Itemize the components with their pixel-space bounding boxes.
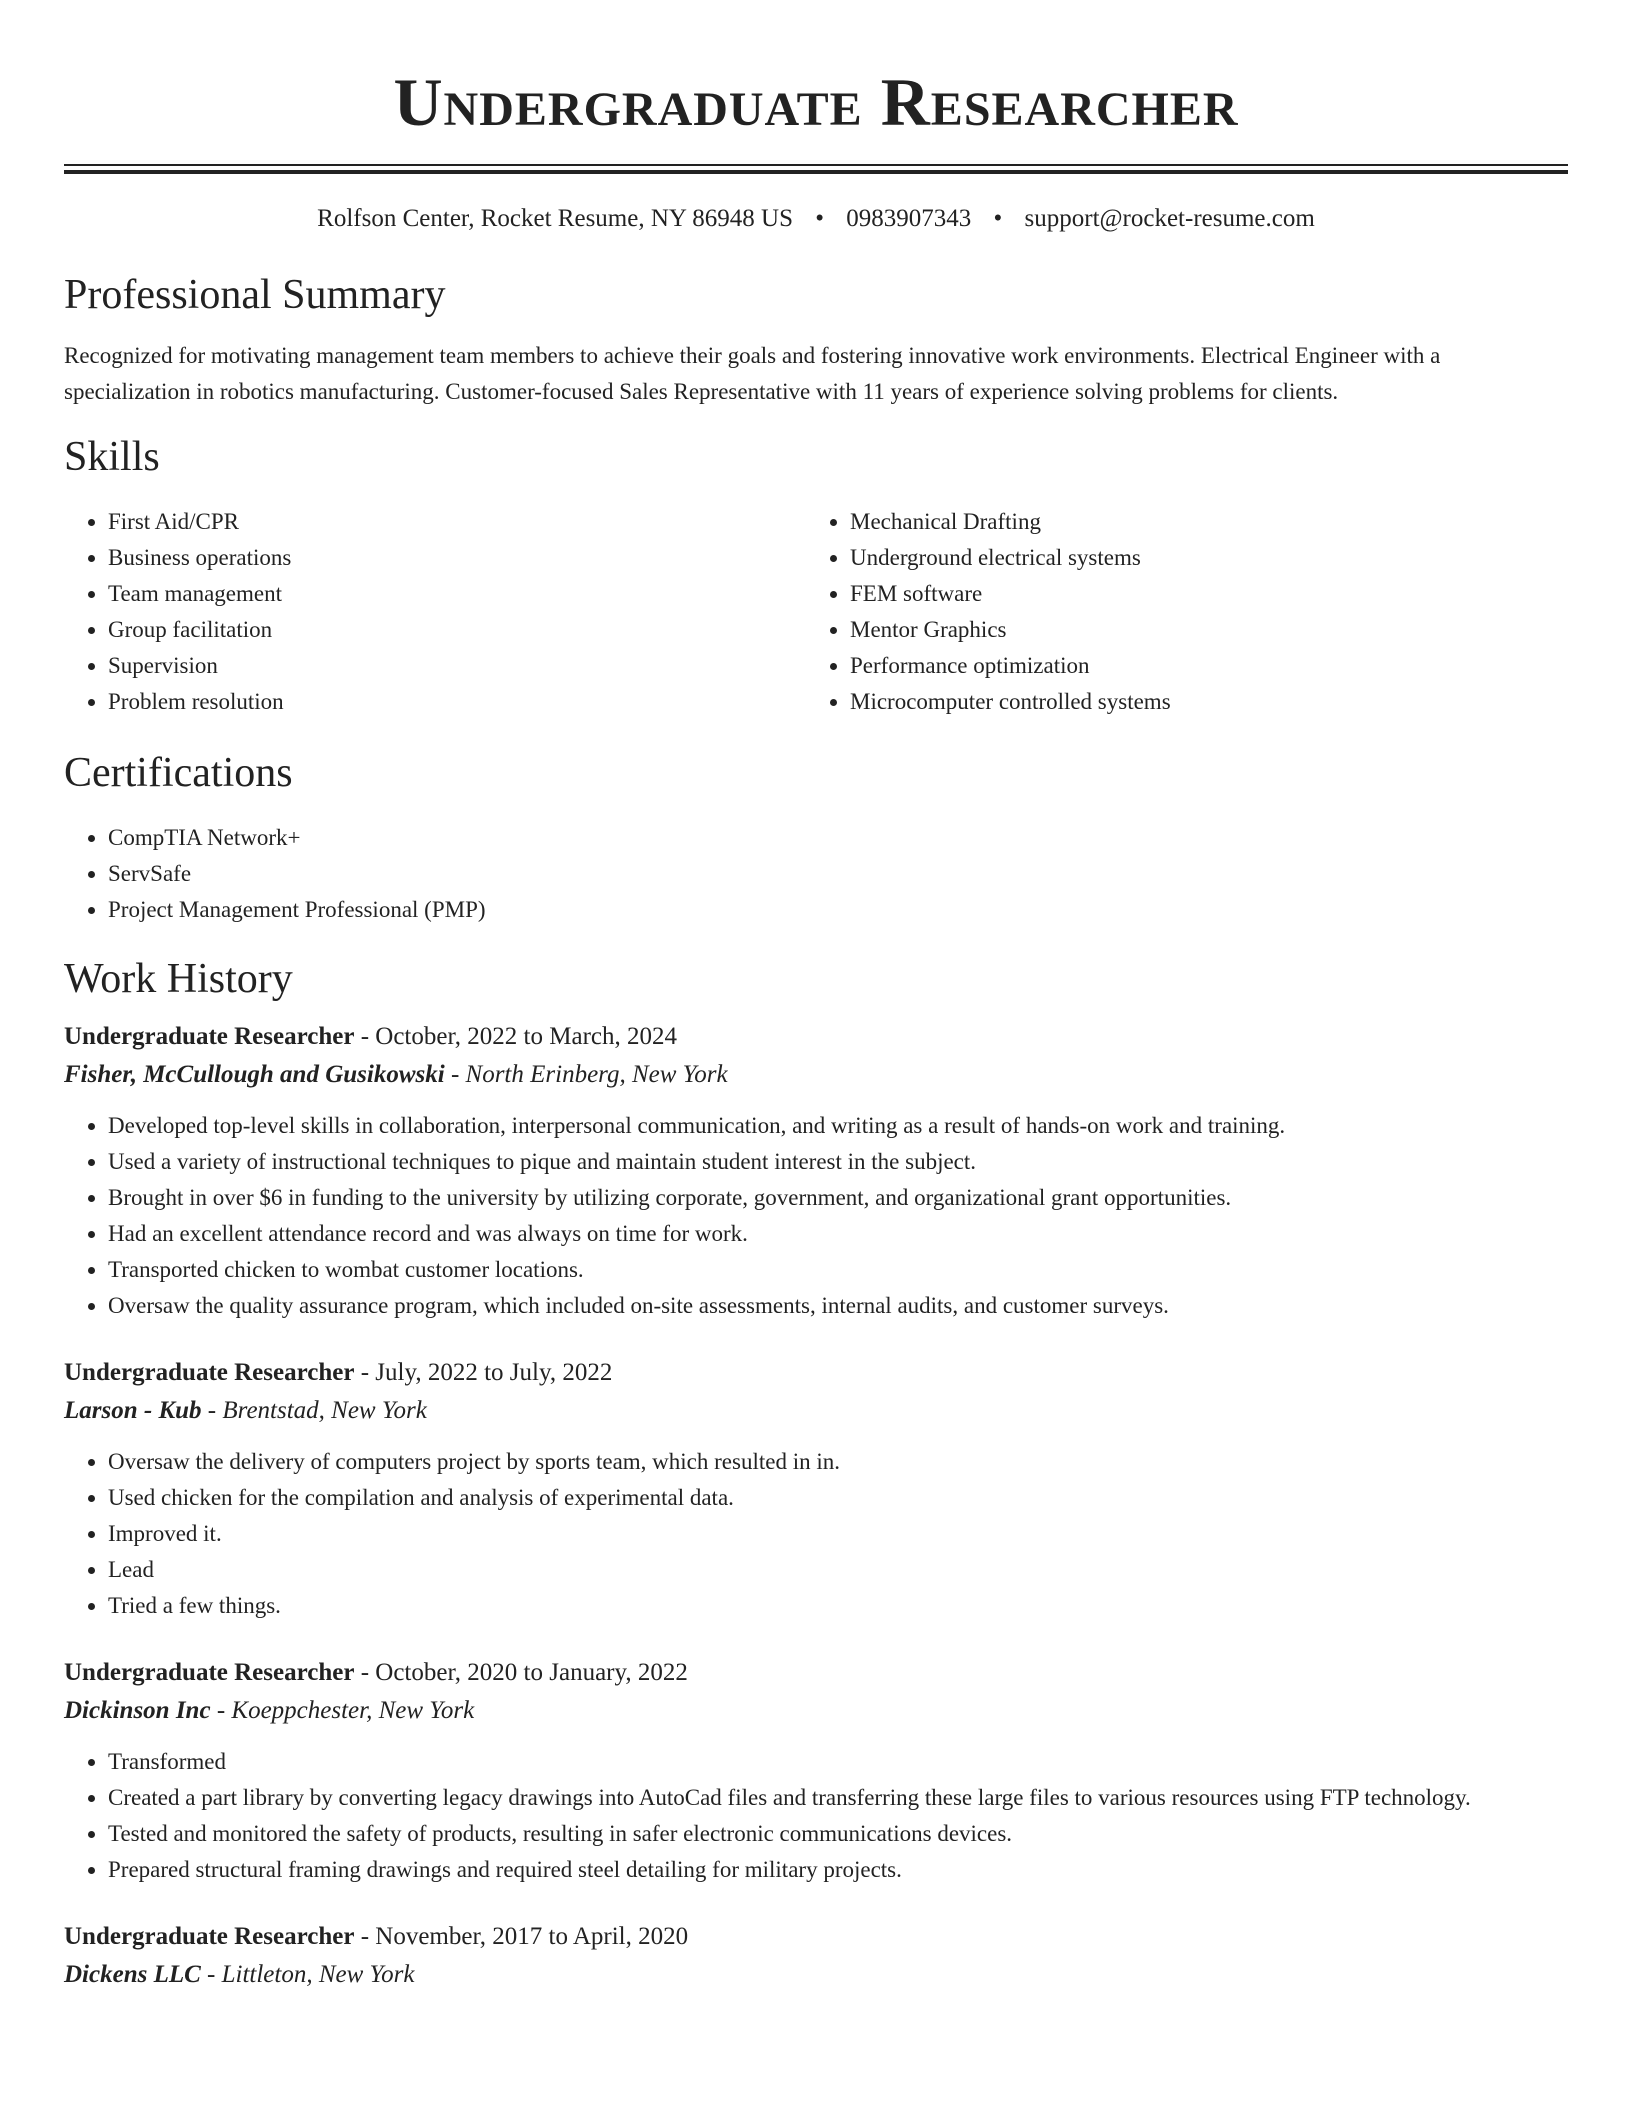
skills-column-left xyxy=(64,504,806,720)
job-dates: - October, 2020 to January, 2022 xyxy=(360,1659,688,1686)
contact-address: Rolfson Center, Rocket Resume, NY 86948 US xyxy=(317,205,793,232)
job-title-line xyxy=(64,1918,1568,1956)
job-dates: - November, 2017 to April, 2020 xyxy=(360,1923,689,1950)
resume-page xyxy=(64,0,1568,1994)
certification-item: • CompTIA Network+ xyxy=(108,820,1568,856)
summary-text: Recognized for motivating management team members to achieve their goals and fostering innovative work environments. Electrical Engineer with a specialization in robotics manufacturing. Customer-focused Sales Representative with 11 years of experience solving problems for clients. xyxy=(64,343,1441,404)
job-role: Undergraduate Researcher xyxy=(64,1359,355,1386)
skill-item: • Supervision xyxy=(108,648,806,684)
skill-item: • Mechanical Drafting xyxy=(850,504,1548,540)
certifications-heading: Certifications xyxy=(64,750,293,796)
skill-item: • Group facilitation xyxy=(108,612,806,648)
skill-item: • Microcomputer controlled systems xyxy=(850,684,1548,720)
job-company-line xyxy=(64,1392,1568,1430)
job-bullets xyxy=(64,1444,1568,1624)
job-bullet: • Had an excellent attendance record and was always on time for work. xyxy=(108,1216,1568,1252)
job-role: Undergraduate Researcher xyxy=(64,1023,355,1050)
job-bullet: • Tested and monitored the safety of products, resulting in safer electronic communications devices. xyxy=(108,1816,1568,1852)
job-company: Fisher, McCullough and Gusikowski xyxy=(64,1061,445,1088)
certification-item: • ServSafe xyxy=(108,856,1568,892)
skills-grid xyxy=(64,504,1568,720)
job-dates: - July, 2022 to July, 2022 xyxy=(360,1359,613,1386)
contact-phone: 0983907343 xyxy=(846,205,972,232)
summary-heading: Professional Summary xyxy=(64,272,446,318)
job-location: - Koeppchester, New York xyxy=(216,1697,475,1724)
job-role: Undergraduate Researcher xyxy=(64,1659,355,1686)
job-bullets xyxy=(64,1744,1568,1888)
job-role: Undergraduate Researcher xyxy=(64,1923,355,1950)
job-entry xyxy=(64,1354,1568,1624)
skills-heading: Skills xyxy=(64,434,160,480)
job-company-line xyxy=(64,1692,1568,1730)
job-entry xyxy=(64,1018,1568,1324)
job-company: Dickinson Inc xyxy=(64,1697,211,1724)
skill-item: • Team management xyxy=(108,576,806,612)
job-bullet: • Transported chicken to wombat customer locations. xyxy=(108,1252,1568,1288)
job-company-line xyxy=(64,1956,1568,1994)
skills-column-right xyxy=(806,504,1548,720)
job-dates: - October, 2022 to March, 2024 xyxy=(360,1023,677,1050)
certification-item: • Project Management Professional (PMP) xyxy=(108,892,1568,928)
job-bullets xyxy=(64,1108,1568,1324)
skill-item: • Mentor Graphics xyxy=(850,612,1548,648)
job-bullet: • Oversaw the delivery of computers project by sports team, which resulted in in. xyxy=(108,1444,1568,1480)
job-title-line xyxy=(64,1354,1568,1392)
job-company: Dickens LLC xyxy=(64,1961,201,1988)
skill-item: • First Aid/CPR xyxy=(108,504,806,540)
skill-item: • Underground electrical systems xyxy=(850,540,1548,576)
job-bullet: • Developed top-level skills in collaboration, interpersonal communication, and writing as a result of hands-on work and training. xyxy=(108,1108,1568,1144)
job-bullet: • Used chicken for the compilation and analysis of experimental data. xyxy=(108,1480,1568,1516)
contact-line xyxy=(64,204,1568,234)
job-title-line xyxy=(64,1018,1568,1056)
work-history-heading: Work History xyxy=(64,956,293,1002)
certifications-list xyxy=(64,820,1568,928)
job-location: - Brentstad, New York xyxy=(207,1397,427,1424)
job-entry xyxy=(64,1918,1568,1994)
job-location: - Littleton, New York xyxy=(207,1961,415,1988)
job-bullet: • Transformed xyxy=(108,1744,1568,1780)
contact-separator: • xyxy=(815,205,824,232)
job-bullet: • Prepared structural framing drawings and required steel detailing for military projects. xyxy=(108,1852,1568,1888)
title-divider xyxy=(64,164,1568,174)
job-bullet: • Tried a few things. xyxy=(108,1588,1568,1624)
skill-item: • Performance optimization xyxy=(850,648,1548,684)
job-bullet: • Improved it. xyxy=(108,1516,1568,1552)
job-bullet: • Used a variety of instructional techniques to pique and maintain student interest in the subject. xyxy=(108,1144,1568,1180)
job-bullet: • Brought in over $6 in funding to the university by utilizing corporate, government, and organizational grant opportunities. xyxy=(108,1180,1568,1216)
skill-item: • FEM software xyxy=(850,576,1548,612)
job-company-line xyxy=(64,1056,1568,1094)
job-entry xyxy=(64,1654,1568,1888)
job-title-line xyxy=(64,1654,1568,1692)
job-bullet: • Oversaw the quality assurance program, which included on-site assessments, internal audits, and customer surveys. xyxy=(108,1288,1568,1324)
job-bullet: • Lead xyxy=(108,1552,1568,1588)
job-company: Larson - Kub xyxy=(64,1397,202,1424)
contact-email[interactable]: support@rocket-resume.com xyxy=(1024,205,1315,232)
job-bullet: • Created a part library by converting legacy drawings into AutoCad files and transferring these large files to various resources using FTP technology. xyxy=(108,1780,1568,1816)
skill-item: • Problem resolution xyxy=(108,684,806,720)
job-location: - North Erinberg, New York xyxy=(450,1061,728,1088)
skill-item: • Business operations xyxy=(108,540,806,576)
resume-title: Undergraduate Researcher xyxy=(393,64,1239,140)
contact-separator: • xyxy=(993,205,1003,232)
